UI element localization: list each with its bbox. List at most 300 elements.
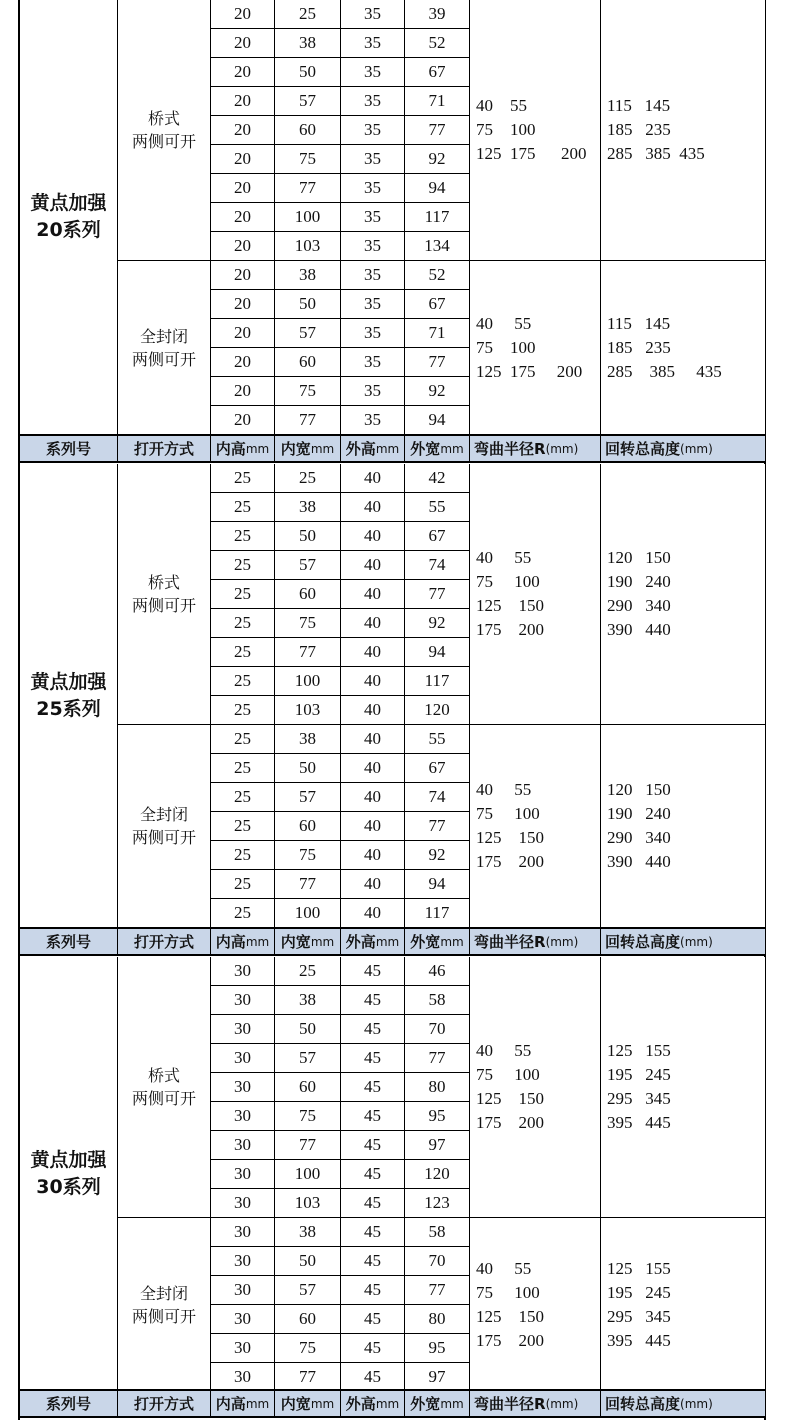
inner-width-value: 38 — [275, 1218, 341, 1247]
inner-width-value: 57 — [275, 1044, 341, 1073]
inner-height-value: 20 — [211, 290, 275, 319]
header-label: 内高 — [215, 933, 246, 951]
inner-height-value: 30 — [211, 1102, 275, 1131]
text-line: 190 240 — [607, 804, 671, 823]
text-line: 115 145 — [607, 313, 671, 333]
header-opening — [118, 1389, 211, 1418]
outer-height-value: 45 — [341, 1044, 405, 1073]
inner-width-value: 77 — [275, 870, 341, 899]
outer-width-value: 58 — [405, 986, 470, 1015]
outer-width-value: 92 — [405, 377, 470, 406]
header-label: 外宽 — [410, 933, 441, 951]
outer-height-value: 45 — [341, 1305, 405, 1334]
inner-height-value: 20 — [211, 319, 275, 348]
text-line: 30系列 — [36, 1176, 101, 1198]
text-line: 175 200 — [476, 1113, 544, 1132]
outer-height-value: 45 — [341, 1247, 405, 1276]
inner-height-value: 25 — [211, 464, 275, 493]
inner-height-value: 30 — [211, 1247, 275, 1276]
outer-width-value: 95 — [405, 1102, 470, 1131]
outer-width-value: 55 — [405, 493, 470, 522]
header-label: 外高 — [345, 1395, 376, 1413]
outer-width-value: 39 — [405, 0, 470, 29]
header-label: 弯曲半径R — [474, 933, 546, 951]
outer-height-value: 40 — [341, 580, 405, 609]
outer-width-value: 77 — [405, 1044, 470, 1073]
outer-height-value: 35 — [341, 58, 405, 87]
opening-type-cell — [118, 261, 211, 435]
inner-height-value: 25 — [211, 551, 275, 580]
header-series — [20, 1389, 118, 1418]
header-unit: mm — [245, 441, 270, 456]
outer-height-value: 35 — [341, 348, 405, 377]
inner-height-value: 25 — [211, 812, 275, 841]
header-unit: mm — [245, 934, 270, 949]
outer-height-value: 40 — [341, 899, 405, 928]
header-label: 弯曲半径R — [474, 1395, 546, 1413]
header-label: 内宽 — [280, 933, 311, 951]
outer-width-value: 94 — [405, 870, 470, 899]
outer-width-value: 71 — [405, 319, 470, 348]
outer-width-value: 117 — [405, 667, 470, 696]
text-line: 40 55 — [476, 1041, 532, 1060]
outer-height-value: 45 — [341, 1131, 405, 1160]
header-bend-radius — [470, 927, 601, 956]
inner-width-value: 57 — [275, 1276, 341, 1305]
header-opening — [118, 434, 211, 463]
outer-height-value: 45 — [341, 986, 405, 1015]
inner-height-value: 25 — [211, 725, 275, 754]
inner-width-value: 75 — [275, 1334, 341, 1363]
text-line: 黄点加强 — [30, 670, 107, 693]
outer-height-value: 35 — [341, 319, 405, 348]
header-label: 回转总高度 — [605, 933, 681, 951]
inner-height-value: 25 — [211, 841, 275, 870]
outer-height-value: 40 — [341, 638, 405, 667]
inner-width-value: 38 — [275, 725, 341, 754]
inner-height-value: 20 — [211, 261, 275, 290]
outer-width-value: 123 — [405, 1189, 470, 1218]
inner-height-value: 25 — [211, 696, 275, 725]
header-unit: (mm) — [680, 1396, 713, 1411]
outer-width-value: 52 — [405, 261, 470, 290]
inner-height-value: 30 — [211, 1015, 275, 1044]
text-line: 黄点加强 — [30, 1149, 107, 1171]
header-unit: mm — [440, 934, 464, 949]
inner-height-value: 25 — [211, 580, 275, 609]
inner-width-value: 50 — [275, 290, 341, 319]
rotation-height-cell — [601, 261, 766, 435]
text-line: 390 440 — [607, 620, 671, 639]
header-inner-height — [211, 1389, 275, 1418]
text-line: 125 150 — [476, 596, 544, 615]
inner-height-value: 30 — [211, 1276, 275, 1305]
header-unit: mm — [375, 1396, 400, 1411]
header-series — [20, 927, 118, 956]
inner-height-value: 20 — [211, 87, 275, 116]
outer-height-value: 35 — [341, 87, 405, 116]
text-line: 115 145 — [607, 96, 671, 115]
rotation-height-values — [607, 778, 671, 874]
series-name-cell — [20, 957, 118, 1392]
text-line: 75 100 — [476, 804, 540, 823]
outer-height-value: 35 — [341, 145, 405, 174]
inner-height-value: 30 — [211, 986, 275, 1015]
inner-width-value: 75 — [275, 841, 341, 870]
inner-width-value: 100 — [275, 1160, 341, 1189]
inner-width-value: 50 — [275, 1015, 341, 1044]
opening-type-cell — [118, 0, 211, 261]
outer-height-value: 40 — [341, 493, 405, 522]
text-line: 295 345 — [607, 1089, 671, 1108]
outer-width-value: 94 — [405, 638, 470, 667]
text-line: 75 100 — [476, 1282, 540, 1302]
opening-type-cell — [118, 1218, 211, 1392]
inner-height-value: 25 — [211, 522, 275, 551]
rotation-height-cell — [601, 725, 766, 928]
header-inner-height — [211, 434, 275, 463]
outer-height-value: 40 — [341, 696, 405, 725]
text-line: 175 200 — [476, 620, 544, 639]
outer-width-value: 77 — [405, 812, 470, 841]
inner-width-value: 77 — [275, 174, 341, 203]
text-line: 两侧可开 — [131, 596, 196, 615]
outer-width-value: 74 — [405, 783, 470, 812]
inner-height-value: 30 — [211, 1218, 275, 1247]
header-inner-width — [275, 434, 341, 463]
inner-width-value: 50 — [275, 1247, 341, 1276]
outer-height-value: 45 — [341, 1334, 405, 1363]
text-line: 桥式 — [147, 573, 180, 592]
text-line: 40 55 — [476, 96, 527, 115]
text-line: 285 385 435 — [607, 361, 722, 381]
header-label: 系列号 — [45, 440, 91, 458]
outer-width-value: 67 — [405, 58, 470, 87]
inner-height-value: 30 — [211, 1044, 275, 1073]
outer-height-value: 35 — [341, 290, 405, 319]
outer-height-value: 45 — [341, 957, 405, 986]
header-label: 打开方式 — [133, 440, 194, 458]
header-label: 外宽 — [410, 440, 441, 458]
outer-width-value: 77 — [405, 348, 470, 377]
rotation-height-cell — [601, 0, 766, 261]
inner-width-value: 75 — [275, 1102, 341, 1131]
inner-height-value: 30 — [211, 1189, 275, 1218]
header-label: 外高 — [345, 440, 376, 458]
bend-radius-values — [476, 1039, 544, 1135]
inner-height-value: 25 — [211, 638, 275, 667]
outer-width-value: 94 — [405, 174, 470, 203]
rotation-height-values — [607, 1257, 671, 1353]
text-line: 185 235 — [607, 337, 671, 357]
bend-radius-cell — [470, 261, 601, 435]
outer-height-value: 45 — [341, 1363, 405, 1392]
rotation-height-values — [607, 312, 722, 384]
inner-width-value: 38 — [275, 261, 341, 290]
outer-width-value: 95 — [405, 1334, 470, 1363]
text-line: 75 100 — [476, 1065, 540, 1084]
outer-height-value: 40 — [341, 841, 405, 870]
text-line: 120 150 — [607, 548, 671, 567]
header-label: 内高 — [215, 1395, 246, 1413]
header-label: 外高 — [345, 933, 376, 951]
outer-height-value: 35 — [341, 0, 405, 29]
header-unit: mm — [310, 441, 335, 456]
outer-height-value: 45 — [341, 1189, 405, 1218]
opening-type-cell — [118, 957, 211, 1218]
rotation-height-values — [607, 546, 671, 642]
inner-width-value: 25 — [275, 464, 341, 493]
inner-width-value: 77 — [275, 1363, 341, 1392]
inner-height-value: 30 — [211, 1073, 275, 1102]
outer-width-value: 46 — [405, 957, 470, 986]
text-line: 125 155 — [607, 1041, 671, 1060]
text-line: 20系列 — [36, 219, 101, 241]
text-line: 75 100 — [476, 337, 536, 357]
text-line: 全封闭 — [139, 1283, 188, 1303]
outer-height-value: 45 — [341, 1218, 405, 1247]
inner-height-value: 20 — [211, 174, 275, 203]
header-inner-height — [211, 927, 275, 956]
header-label: 打开方式 — [133, 1395, 194, 1413]
header-unit: mm — [440, 1396, 464, 1411]
text-line: 两侧可开 — [131, 828, 196, 847]
inner-width-value: 103 — [275, 696, 341, 725]
text-line: 195 245 — [607, 1065, 671, 1084]
outer-width-value: 67 — [405, 754, 470, 783]
header-outer-height — [341, 1389, 405, 1418]
outer-width-value: 58 — [405, 1218, 470, 1247]
bend-radius-cell — [470, 957, 601, 1218]
header-unit: (mm) — [545, 441, 579, 456]
inner-width-value: 60 — [275, 1305, 341, 1334]
header-unit: mm — [245, 1396, 270, 1411]
header-label: 回转总高度 — [605, 440, 681, 458]
outer-height-value: 35 — [341, 116, 405, 145]
text-line: 390 440 — [607, 852, 671, 871]
text-line: 285 385 435 — [607, 144, 705, 163]
bend-radius-values — [476, 778, 544, 874]
outer-height-value: 40 — [341, 725, 405, 754]
inner-width-value: 38 — [275, 493, 341, 522]
inner-width-value: 57 — [275, 551, 341, 580]
outer-height-value: 40 — [341, 522, 405, 551]
inner-height-value: 25 — [211, 870, 275, 899]
text-line: 175 200 — [476, 852, 544, 871]
text-line: 395 445 — [607, 1330, 671, 1350]
text-line: 125 150 — [476, 1089, 544, 1108]
bend-radius-cell — [470, 725, 601, 928]
series-name-cell — [20, 464, 118, 928]
outer-width-value: 97 — [405, 1363, 470, 1392]
header-rotation-height — [601, 1389, 766, 1418]
header-unit: (mm) — [545, 1396, 579, 1411]
bend-radius-values — [476, 1257, 544, 1353]
header-outer-height — [341, 434, 405, 463]
text-line: 75 100 — [476, 572, 540, 591]
header-label: 系列号 — [45, 933, 91, 951]
header-outer-width — [405, 1389, 470, 1418]
outer-width-value: 77 — [405, 1276, 470, 1305]
text-line: 40 55 — [476, 548, 532, 567]
outer-height-value: 45 — [341, 1073, 405, 1102]
inner-height-value: 25 — [211, 783, 275, 812]
outer-height-value: 35 — [341, 377, 405, 406]
header-opening — [118, 927, 211, 956]
outer-width-value: 70 — [405, 1247, 470, 1276]
inner-height-value: 20 — [211, 116, 275, 145]
outer-height-value: 40 — [341, 609, 405, 638]
rotation-height-cell — [601, 1218, 766, 1392]
inner-width-value: 103 — [275, 1189, 341, 1218]
header-outer-width — [405, 927, 470, 956]
outer-height-value: 40 — [341, 754, 405, 783]
header-unit: mm — [375, 441, 400, 456]
inner-height-value: 25 — [211, 667, 275, 696]
header-label: 内宽 — [280, 440, 311, 458]
outer-width-value: 97 — [405, 1131, 470, 1160]
outer-width-value: 77 — [405, 580, 470, 609]
text-line: 190 240 — [607, 572, 671, 591]
header-label: 内高 — [215, 440, 246, 458]
text-line: 290 340 — [607, 596, 671, 615]
series-name-cell — [20, 0, 118, 435]
header-rotation-height — [601, 434, 766, 463]
text-line: 40 55 — [476, 780, 532, 799]
header-outer-height — [341, 927, 405, 956]
header-unit: (mm) — [680, 441, 713, 456]
header-unit: (mm) — [680, 934, 713, 949]
inner-width-value: 25 — [275, 957, 341, 986]
header-unit: mm — [310, 1396, 335, 1411]
inner-height-value: 20 — [211, 58, 275, 87]
inner-width-value: 57 — [275, 319, 341, 348]
text-line: 全封闭 — [139, 326, 188, 346]
text-line: 125 175 200 — [476, 361, 583, 381]
outer-height-value: 35 — [341, 174, 405, 203]
inner-height-value: 20 — [211, 377, 275, 406]
text-line: 桥式 — [147, 1066, 180, 1085]
header-unit: mm — [440, 441, 464, 456]
text-line: 125 155 — [607, 1258, 671, 1278]
outer-width-value: 67 — [405, 522, 470, 551]
text-line: 125 175 200 — [476, 144, 587, 163]
header-unit: (mm) — [545, 934, 579, 949]
inner-height-value: 30 — [211, 957, 275, 986]
header-label: 回转总高度 — [605, 1395, 681, 1413]
outer-height-value: 35 — [341, 232, 405, 261]
inner-height-value: 30 — [211, 1305, 275, 1334]
text-line: 185 235 — [607, 120, 671, 139]
outer-height-value: 45 — [341, 1276, 405, 1305]
outer-width-value: 80 — [405, 1305, 470, 1334]
inner-width-value: 60 — [275, 580, 341, 609]
text-line: 全封闭 — [139, 805, 188, 824]
text-line: 120 150 — [607, 780, 671, 799]
outer-width-value: 117 — [405, 899, 470, 928]
outer-height-value: 40 — [341, 783, 405, 812]
outer-height-value: 40 — [341, 812, 405, 841]
inner-height-value: 20 — [211, 0, 275, 29]
outer-height-value: 35 — [341, 29, 405, 58]
inner-width-value: 60 — [275, 812, 341, 841]
outer-width-value: 80 — [405, 1073, 470, 1102]
inner-width-value: 38 — [275, 29, 341, 58]
header-inner-width — [275, 927, 341, 956]
header-label: 外宽 — [410, 1395, 441, 1413]
header-bend-radius — [470, 1389, 601, 1418]
inner-width-value: 77 — [275, 406, 341, 435]
outer-height-value: 35 — [341, 203, 405, 232]
rotation-height-cell — [601, 957, 766, 1218]
bend-radius-values — [476, 546, 544, 642]
inner-height-value: 30 — [211, 1131, 275, 1160]
outer-height-value: 40 — [341, 667, 405, 696]
inner-height-value: 25 — [211, 899, 275, 928]
inner-height-value: 25 — [211, 493, 275, 522]
outer-width-value: 120 — [405, 1160, 470, 1189]
opening-type-cell — [118, 464, 211, 725]
text-line: 两侧可开 — [131, 1306, 196, 1326]
text-line: 40 55 — [476, 313, 532, 333]
outer-height-value: 35 — [341, 406, 405, 435]
text-line: 195 245 — [607, 1282, 671, 1302]
inner-width-value: 60 — [275, 348, 341, 377]
inner-width-value: 100 — [275, 203, 341, 232]
outer-width-value: 92 — [405, 145, 470, 174]
inner-height-value: 20 — [211, 29, 275, 58]
text-line: 25系列 — [36, 697, 101, 720]
outer-width-value: 74 — [405, 551, 470, 580]
inner-height-value: 25 — [211, 754, 275, 783]
inner-width-value: 75 — [275, 609, 341, 638]
header-inner-width — [275, 1389, 341, 1418]
outer-width-value: 42 — [405, 464, 470, 493]
outer-width-value: 92 — [405, 609, 470, 638]
inner-height-value: 20 — [211, 203, 275, 232]
header-series — [20, 434, 118, 463]
opening-type-cell — [118, 725, 211, 928]
outer-width-value: 117 — [405, 203, 470, 232]
inner-width-value: 75 — [275, 145, 341, 174]
header-rotation-height — [601, 927, 766, 956]
outer-width-value: 55 — [405, 725, 470, 754]
text-line: 290 340 — [607, 828, 671, 847]
outer-height-value: 45 — [341, 1015, 405, 1044]
inner-width-value: 57 — [275, 783, 341, 812]
inner-width-value: 50 — [275, 754, 341, 783]
header-label: 内宽 — [280, 1395, 311, 1413]
outer-width-value: 92 — [405, 841, 470, 870]
outer-height-value: 45 — [341, 1102, 405, 1131]
outer-height-value: 35 — [341, 261, 405, 290]
inner-width-value: 103 — [275, 232, 341, 261]
inner-width-value: 38 — [275, 986, 341, 1015]
text-line: 395 445 — [607, 1113, 671, 1132]
outer-height-value: 40 — [341, 464, 405, 493]
outer-width-value: 71 — [405, 87, 470, 116]
rotation-height-cell — [601, 464, 766, 725]
inner-width-value: 25 — [275, 0, 341, 29]
header-label: 打开方式 — [133, 933, 194, 951]
rotation-height-values — [607, 94, 705, 166]
text-line: 125 150 — [476, 828, 544, 847]
inner-height-value: 30 — [211, 1160, 275, 1189]
text-line: 桥式 — [147, 109, 180, 128]
bend-radius-cell — [470, 0, 601, 261]
text-line: 40 55 — [476, 1258, 532, 1278]
inner-height-value: 20 — [211, 232, 275, 261]
